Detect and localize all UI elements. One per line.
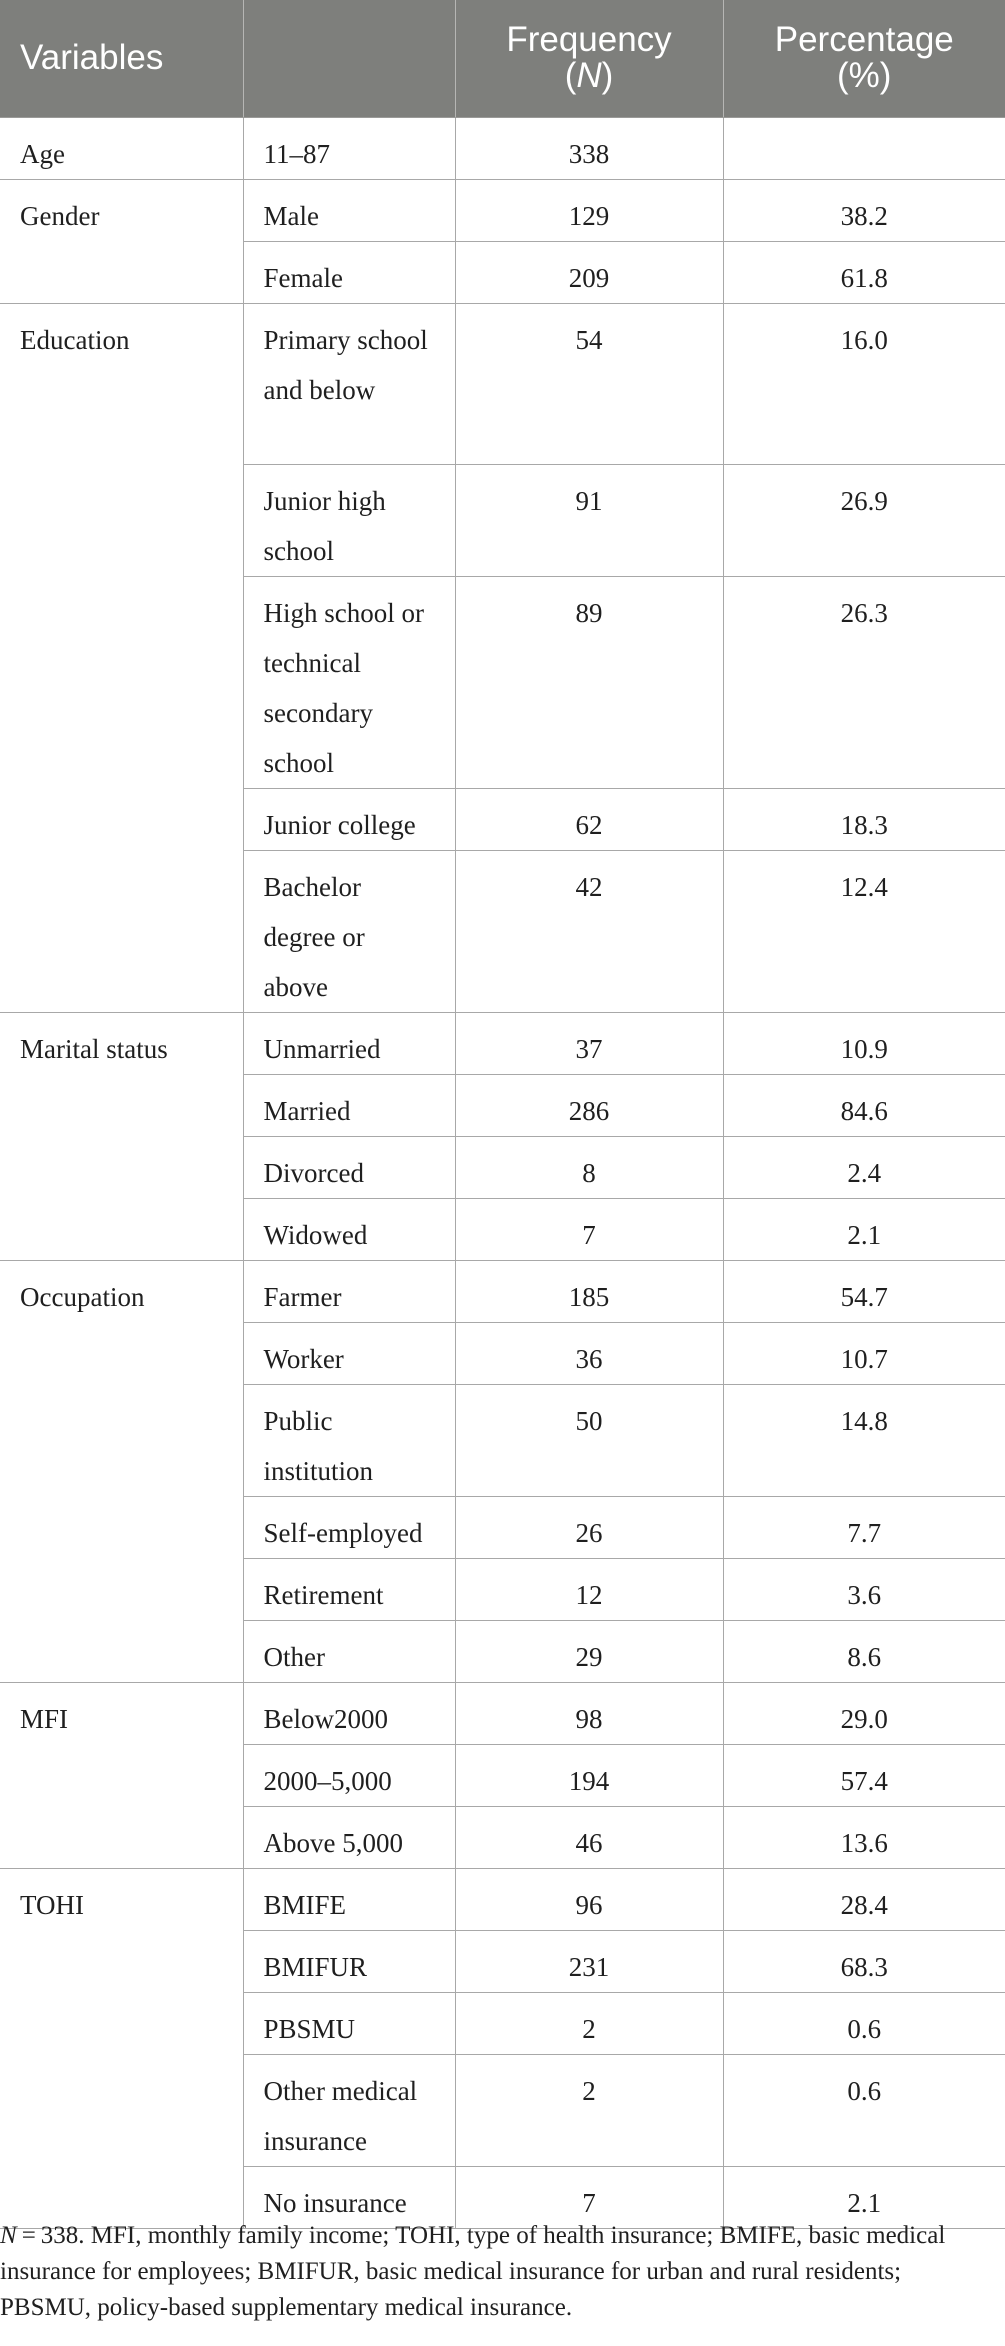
category-cell: Primary school and below [243,303,455,464]
percentage-cell [723,117,1005,179]
category-cell: 2000–5,000 [243,1744,455,1806]
percentage-cell: 0.6 [723,1992,1005,2054]
table-row [0,303,1005,464]
frequency-cell: 91 [455,464,723,576]
header-variables: Variables [0,0,243,117]
frequency-cell: 185 [455,1260,723,1322]
category-cell: 11–87 [243,117,455,179]
category-cell: Public institution [243,1384,455,1496]
variable-cell: TOHI [0,1868,243,2228]
percentage-cell: 2.1 [723,2166,1005,2228]
frequency-cell: 54 [455,303,723,464]
frequency-cell: 194 [455,1744,723,1806]
percentage-cell: 38.2 [723,179,1005,241]
category-cell: Unmarried [243,1012,455,1074]
percentage-cell: 28.4 [723,1868,1005,1930]
frequency-cell: 50 [455,1384,723,1496]
variable-cell: Marital status [0,1012,243,1260]
table-row [0,117,1005,179]
category-cell: No insurance [243,2166,455,2228]
frequency-cell: 62 [455,788,723,850]
header-frequency [455,0,723,117]
variable-cell: Gender [0,179,243,303]
category-cell: Divorced [243,1136,455,1198]
variable-cell: Age [0,117,243,179]
frequency-cell: 89 [455,576,723,788]
category-cell: PBSMU [243,1992,455,2054]
frequency-cell: 46 [455,1806,723,1868]
percentage-cell: 26.3 [723,576,1005,788]
category-cell: Widowed [243,1198,455,1260]
category-cell: Other [243,1620,455,1682]
category-cell: Junior high school [243,464,455,576]
percentage-cell: 0.6 [723,2054,1005,2166]
category-cell: Farmer [243,1260,455,1322]
category-cell: Below2000 [243,1682,455,1744]
header-blank [243,0,455,117]
percentage-cell: 13.6 [723,1806,1005,1868]
category-cell: Married [243,1074,455,1136]
category-cell: Female [243,241,455,303]
frequency-cell: 37 [455,1012,723,1074]
frequency-cell: 8 [455,1136,723,1198]
percentage-cell: 12.4 [723,850,1005,1012]
table-row [0,179,1005,241]
table-body [0,117,1005,2228]
percentage-cell: 8.6 [723,1620,1005,1682]
percentage-cell: 14.8 [723,1384,1005,1496]
table-footnote [0,2218,985,2326]
table-row [0,1260,1005,1322]
footnote-text: = 338. MFI, monthly family income; TOHI, type of health insurance; BMIFE, basic medical insurance for employees; BMIFUR, basic medical insurance for urban and rural residents; PBSMU, policy-based supplementary medical insurance. [0,2222,946,2321]
category-cell: Worker [243,1322,455,1384]
frequency-cell: 98 [455,1682,723,1744]
percentage-cell: 61.8 [723,241,1005,303]
frequency-cell: 26 [455,1496,723,1558]
percentage-cell: 16.0 [723,303,1005,464]
table-row [0,1012,1005,1074]
percentage-cell: 2.4 [723,1136,1005,1198]
frequency-cell: 2 [455,1992,723,2054]
header-frequency-line1: Frequency [506,20,672,60]
header-percentage-line2: (%) [837,56,892,96]
frequency-cell: 42 [455,850,723,1012]
percentage-cell: 54.7 [723,1260,1005,1322]
percentage-cell: 68.3 [723,1930,1005,1992]
header-row [0,0,1005,117]
frequency-cell: 12 [455,1558,723,1620]
category-cell: Retirement [243,1558,455,1620]
table-header [0,0,1005,117]
header-frequency-close: ) [601,56,614,96]
header-frequency-open: ( [564,56,577,96]
frequency-cell: 29 [455,1620,723,1682]
frequency-cell: 7 [455,2166,723,2228]
category-cell: Other medical insurance [243,2054,455,2166]
frequency-cell: 129 [455,179,723,241]
frequency-cell: 338 [455,117,723,179]
footnote-n-symbol: N [0,2222,17,2249]
table-row [0,1868,1005,1930]
header-percentage-line1: Percentage [774,20,954,60]
frequency-cell: 231 [455,1930,723,1992]
frequency-cell: 209 [455,241,723,303]
frequency-cell: 286 [455,1074,723,1136]
percentage-cell: 10.9 [723,1012,1005,1074]
percentage-cell: 84.6 [723,1074,1005,1136]
category-cell: Male [243,179,455,241]
frequency-cell: 2 [455,2054,723,2166]
category-cell: Self-employed [243,1496,455,1558]
header-percentage [723,0,1005,117]
category-cell: High school or technical secondary school [243,576,455,788]
percentage-cell: 3.6 [723,1558,1005,1620]
category-cell: Junior college [243,788,455,850]
percentage-cell: 10.7 [723,1322,1005,1384]
percentage-cell: 18.3 [723,788,1005,850]
percentage-cell: 29.0 [723,1682,1005,1744]
percentage-cell: 7.7 [723,1496,1005,1558]
variable-cell: MFI [0,1682,243,1868]
percentage-cell: 2.1 [723,1198,1005,1260]
variable-cell: Occupation [0,1260,243,1682]
frequency-cell: 96 [455,1868,723,1930]
category-cell: Above 5,000 [243,1806,455,1868]
table-row [0,1682,1005,1744]
category-cell: Bachelor degree or above [243,850,455,1012]
category-cell: BMIFE [243,1868,455,1930]
percentage-cell: 26.9 [723,464,1005,576]
header-frequency-n: N [576,56,602,96]
frequency-cell: 36 [455,1322,723,1384]
variable-cell: Education [0,303,243,1012]
frequency-cell: 7 [455,1198,723,1260]
percentage-cell: 57.4 [723,1744,1005,1806]
category-cell: BMIFUR [243,1930,455,1992]
